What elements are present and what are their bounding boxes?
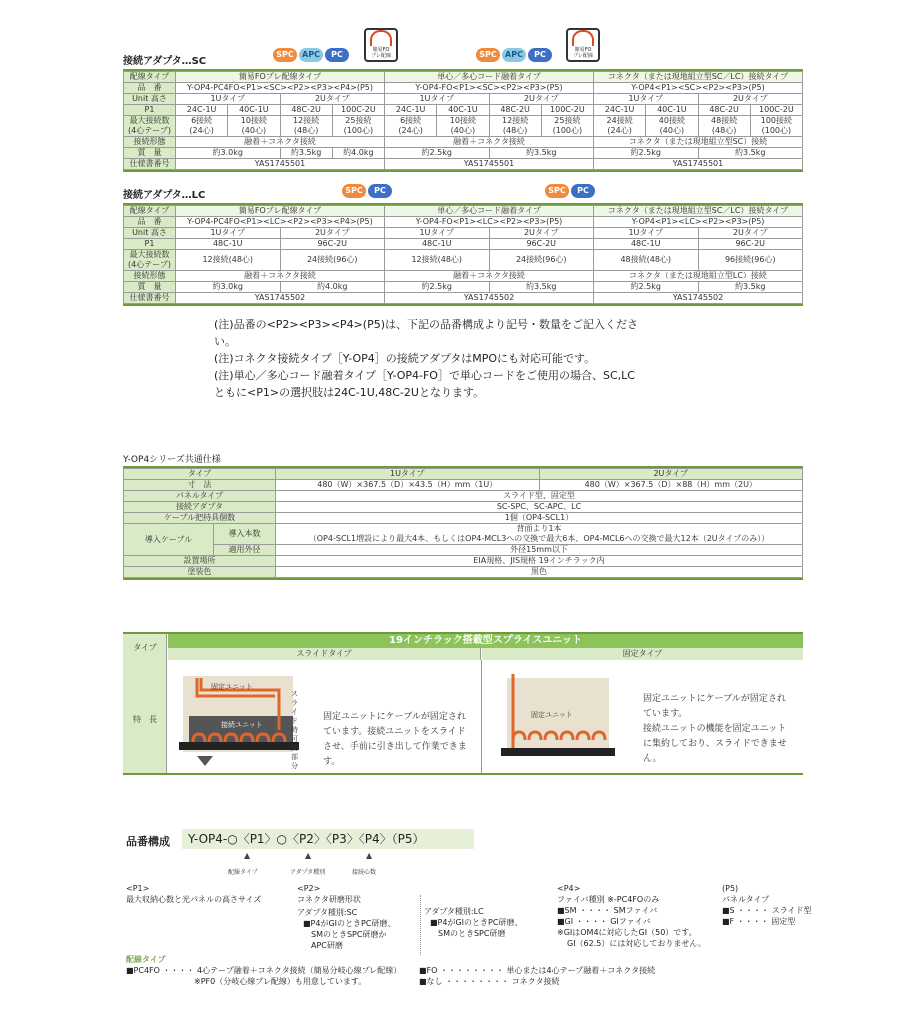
p4-block: <P4> ファイバ種別 ※-PC4FOのみ ■SM ・・・・ SMファイバ ■GI ・・・・ GIファイバ ※GIはOM4に対応したGI（50）です。 GI（62.5）には対応しておりません。 — [557, 884, 706, 948]
p2-lc-block: アダプタ種別:LC ■P4がGIのときPC研磨、 SMのときSPC研磨 — [424, 907, 523, 938]
note-line: (注)品番の<P2><P3><P4>(P5)は、下記の品番構成より記号・数量をご記入くださ — [214, 318, 638, 331]
wiring-block-2: ■FO ・・・・・・・・ 単心または4心テープ融着＋コネクタ接続 ■なし ・・・・・・・・ コネクタ接続 — [419, 966, 656, 986]
p1-block: <P1> 最大収納心数と光パネルの高さサイズ — [126, 884, 262, 904]
arrow-up-icon: ▲ — [305, 851, 312, 860]
partno-code: Y-OP4-○〈P1〉○〈P2〉〈P3〉〈P4〉（P5） — [182, 829, 474, 849]
pc-badge: PC — [368, 184, 392, 198]
lc-badges-2 — [545, 184, 595, 198]
arrow-caption: アダプタ種別 — [290, 869, 326, 876]
sc-title: 接続アダプタ…SC — [123, 56, 207, 67]
note-line: (注)単心／多心コード融着タイプ［Y-OP4-FO］で単心コードをご使用の場合、SC,LC — [214, 369, 635, 382]
common-table: タイプ 1Uタイプ 2Uタイプ 寸 法 480（W）×367.5（D）×43.5（H）mm（1U） 480（W）×367.5（D）×88（H）mm（2U） パネルタイプ スライド型、固定型 接続アダプタ SC-SPC、SC-APC、LC ケーブル把持具個数 1個（OP4-SCL1） 導入ケーブル 導入本数 背面より1本 （OP4-SCL1増設により最大4本、もしくはOP4-MCL3への交換で最大6本、OP4-MCL6への交換で最大12本（2Uタイプのみ）） 適用外径 外径15mm以下 設置場所 EIA規格、JIS規格 19インチラック内 塗装色 黒色 — [123, 466, 803, 580]
wiring-block: 配線タイプ ■PC4FO ・・・・ 4心テープ融着＋コネクタ接続（簡易分岐心線プレ配線） ※PF0（分岐心線プレ配線）も用意しています。 — [126, 955, 402, 986]
slide-description: 固定ユニットにケーブルが固定され ています。接続ユニットをスライド させ、手前に引き出して作業できま す。 — [323, 712, 467, 767]
note-line: (注)コネクタ接続タイプ［Y-OP4］の接続アダプタはMPOにも対応可能です。 — [214, 352, 596, 365]
fixed-unit-caption: 固定ユニット — [531, 711, 573, 719]
arrow-caption: 配線タイプ — [228, 869, 258, 876]
arrow-caption: 接続心数 — [352, 869, 377, 876]
pc-badge: PC — [528, 48, 552, 62]
spc-badge: SPC — [545, 184, 569, 198]
partno-label: 品番構成 — [126, 835, 170, 848]
pc-badge: PC — [571, 184, 595, 198]
slide-type-label: スライドタイプ — [168, 648, 481, 660]
sc-badges-2 — [476, 48, 552, 62]
splice-header: 19インチラック搭載型スプライスユニット — [168, 634, 803, 648]
sc-badges-1 — [273, 48, 349, 62]
spc-badge: SPC — [342, 184, 366, 198]
pc-badge: PC — [325, 48, 349, 62]
arrow-up-icon: ▲ — [244, 851, 251, 860]
p5-block: (P5) パネルタイプ ■S ・・・・ スライド型 ■F ・・・・ 固定型 — [722, 884, 812, 926]
splice-unit-caption: 接続ユニット — [221, 721, 263, 729]
fixed-type-label: 固定タイプ — [482, 648, 803, 660]
p2-block: <P2> コネクタ研磨形状 アダプタ種別:SC ■P4がGIのときPC研磨、 SMのときSPC研磨か APC研磨 — [297, 884, 396, 950]
lc-badges-1 — [342, 184, 392, 198]
spc-badge: SPC — [273, 48, 297, 62]
lc-table: 配線タイプ 簡易FOプレ配線タイプ 単心／多心コード融着タイプ コネクタ（または現地組立型SC／LC）接続タイプ 品 番 Y-OP4-PC4FO<P1><LC><P2><P3><P4>(P5) Y-OP4-FO<P1><LC><P2><P3>(P5) Y-OP4<P1><LC><P2><P3>(P5) Unit 高さ 1Uタイプ 2Uタイプ 1Uタイプ 2Uタイプ 1Uタイプ 2Uタイプ P1 48C-1U 96C-2U 48C-1U 96C-2U 48C-1U 96C-2U 最大接続数 (4心テープ) 12接続(48心) 24接続(96心) 12接続(48心) 24接続(96心) 48接続(48心) 96接続(96心) 接続形態 融着＋コネクタ接続 融着＋コネクタ接続 コネクタ（または現地組立型LC）接続 質 量 約3.0kg 約4.0kg 約2.5kg 約3.5kg 約2.5kg 約3.5kg 仕様書番号 YAS1745502 YAS1745502 YAS1745502 — [123, 203, 803, 306]
splice-type-label: タイプ — [133, 643, 157, 652]
note-line: ともに<P1>の選択肢は24C-1U,48C-2Uとなります。 — [214, 386, 485, 399]
sc-table: 配線タイプ 簡易FOプレ配線タイプ 単心／多心コード融着タイプ コネクタ（または現地組立型SC／LC）接続タイプ 品 番 Y-OP4-PC4FO<P1><SC><P2><P3><P4>(P5) Y-OP4-FO<P1><SC><P2><P3>(P5) Y-OP4<P1><SC><P2><P3>(P5) Unit 高さ 1Uタイプ 2Uタイプ 1Uタイプ 2Uタイプ 1Uタイプ 2Uタイプ P1 24C-1U 40C-1U 48C-2U 100C-2U 24C-1U 40C-1U 48C-2U 100C-2U 24C-1U 40C-1U 48C-2U 100C-2U 最大接続数 (4心テープ) 6接続 (24心) 10接続 (40心) 12接続 (48心) 25接続 (100心) 6接続 (24心) 10接続 (40心) 12接続 (48心) 25接続 (100心) 24接続 (24心) 40接続 (40心) 48接続 (48心) 100接続 (100心) 接続形態 融着＋コネクタ接続 融着＋コネクタ接続 コネクタ（または現地組立型SC）接続 質 量 約3.0kg 約3.5kg 約4.0kg 約2.5kg 約3.5kg 約2.5kg 約3.5kg 仕様書番号 YAS1745501 YAS1745501 YAS1745501 — [123, 69, 803, 172]
notes — [214, 316, 714, 401]
lc-title: 接続アダプタ…LC — [123, 190, 206, 201]
apc-badge: APC — [299, 48, 323, 62]
fixed-unit-caption: 固定ユニット — [211, 683, 253, 691]
common-title: Y-OP4シリーズ共通仕様 — [123, 455, 221, 465]
fixed-description: 固定ユニットにケーブルが固定され ています。 接続ユニットの機能を固定ユニット に集約しており、スライドできませ ん。 — [643, 694, 787, 764]
pre-wiring-icon: 簡易FO プレ配線 — [364, 28, 398, 62]
pre-wiring-icon: 簡易FO プレ配線 — [566, 28, 600, 62]
splice-feature-label: 特 長 — [133, 715, 157, 724]
apc-badge: APC — [502, 48, 526, 62]
arrow-up-icon: ▲ — [366, 851, 373, 860]
note-line: い。 — [214, 335, 236, 348]
splice-section — [123, 632, 803, 775]
slide-movable-caption: スライド時可動部分 — [291, 690, 298, 770]
spc-badge: SPC — [476, 48, 500, 62]
